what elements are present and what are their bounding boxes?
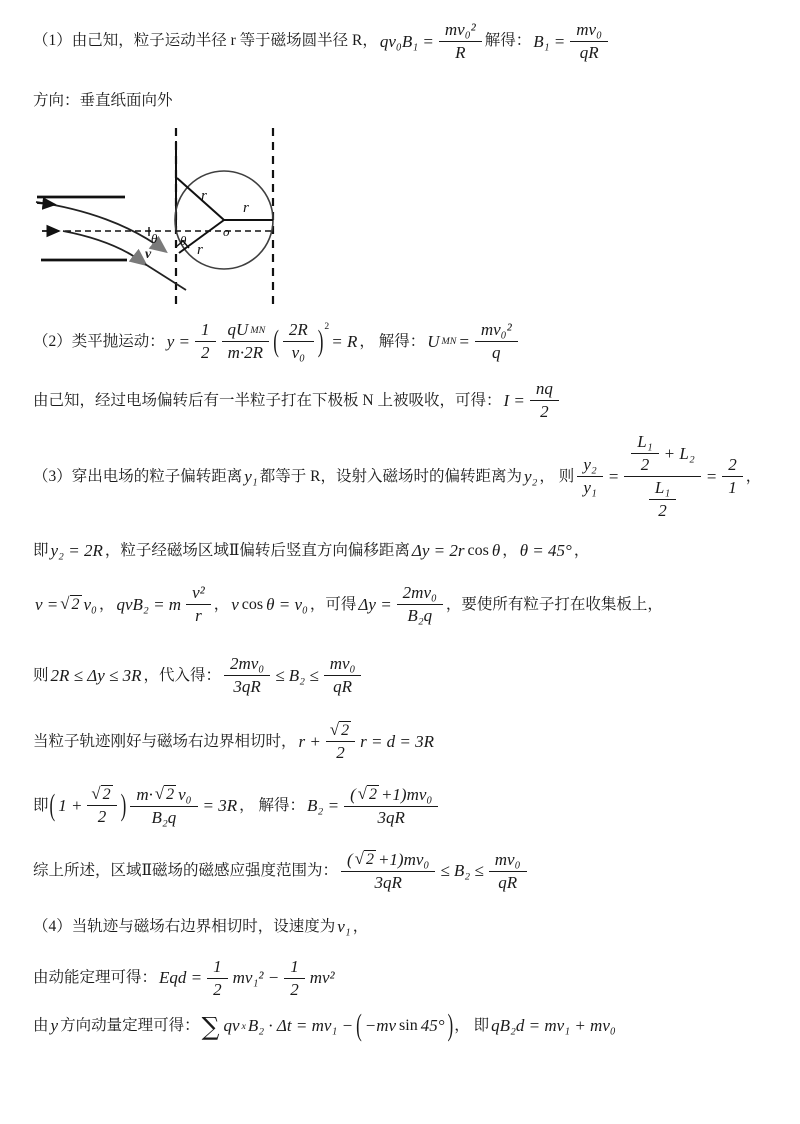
fraction — [186, 583, 211, 626]
text-segment: 由己知，经过电场偏转后有一半粒子打在下极板 N 上被吸收，可得： — [33, 391, 502, 409]
math-segment: mv² — [309, 968, 335, 988]
math-segment: y — [50, 1016, 59, 1036]
math-segment: 1 — [213, 956, 222, 976]
math-function: sin — [399, 1017, 418, 1035]
denominator — [195, 342, 216, 363]
fraction — [224, 654, 270, 697]
numerator — [397, 583, 443, 605]
trajectory-diagram — [33, 121, 774, 316]
math-segment: v₁ — [337, 916, 351, 936]
math-segment: m· — [136, 784, 153, 804]
text-segment: ， 解得： — [359, 332, 426, 350]
math-segment: L₁ — [654, 478, 671, 498]
numerator — [570, 20, 608, 42]
text-segment: ， 解得： — [239, 797, 306, 815]
math-segment: B₂q — [151, 807, 177, 827]
radius-label-upper: r — [201, 188, 207, 205]
radical-sign: √ — [154, 784, 165, 804]
math-segment: r + — [298, 731, 321, 751]
radical-sign: √ — [329, 720, 340, 740]
fraction — [324, 654, 362, 697]
upper-trajectory — [36, 202, 165, 251]
math-segment: 2 — [201, 343, 210, 363]
text-segment: 解得： — [484, 32, 532, 50]
b2-solve-line — [33, 785, 774, 828]
theta-outer-label: θ — [151, 231, 158, 247]
math-segment: +1)mv₀ — [380, 784, 433, 804]
math-segment: v₀ — [291, 343, 306, 363]
summation-symbol: ∑ — [201, 1011, 220, 1041]
math-segment: qU — [227, 320, 249, 340]
fraction — [195, 320, 216, 363]
numerator — [195, 320, 216, 342]
math-segment: y₁ — [583, 478, 597, 498]
numerator — [722, 455, 743, 477]
math-function: cos — [467, 542, 489, 560]
math-segment: B₂ · Δt = mv₁ − — [247, 1016, 354, 1036]
math-segment: I = — [503, 390, 525, 410]
text-segment: 综上所述，区域Ⅱ磁场的磁感应强度范围为： — [33, 862, 339, 880]
math-segment: Eqd = — [159, 968, 203, 988]
math-segment: y₂ = 2R — [50, 541, 103, 561]
math-subscript: MN — [250, 324, 266, 336]
fraction — [570, 20, 608, 63]
velocity-label: v — [145, 247, 152, 263]
numerator — [186, 583, 211, 605]
math-segment: nq — [535, 379, 553, 399]
big-paren: ( — [49, 788, 56, 823]
math-segment: 1 — [201, 320, 210, 340]
denominator — [530, 401, 559, 422]
math-segment: m·2R — [227, 343, 264, 363]
fraction — [326, 721, 355, 763]
math-segment: v — [231, 594, 239, 614]
fraction — [475, 320, 518, 363]
denominator — [283, 342, 314, 363]
math-segment: 1 — [728, 478, 737, 498]
math-segment: θ = 45° — [519, 541, 572, 561]
math-function: cos — [241, 595, 264, 613]
step-2-line — [33, 320, 774, 363]
math-segment: 2 — [290, 979, 299, 999]
math-segment: r — [195, 606, 202, 626]
math-segment: mv₀ — [494, 849, 521, 869]
math-segment: = — [607, 466, 620, 486]
text-segment: 方向：垂直纸面向外 — [33, 92, 173, 109]
math-segment: B₂ = — [307, 796, 340, 816]
fraction — [397, 583, 443, 626]
sqrt-expression — [155, 785, 176, 804]
math-segment: ≤ B₂ ≤ — [275, 665, 319, 685]
math-segment: mv₀² — [444, 20, 476, 39]
radius-label-right: r — [243, 200, 249, 217]
math-subscript: MN — [441, 336, 457, 348]
math-segment: θ = v₀ — [266, 594, 308, 614]
fraction — [624, 432, 700, 521]
math-segment: L₁ — [637, 432, 653, 452]
deflection-line — [33, 539, 774, 563]
denominator — [87, 806, 116, 827]
text-segment: ，粒子经磁场区域Ⅱ偏转后竖直方向偏移距离 — [104, 542, 410, 560]
math-segment: 2 — [658, 501, 667, 521]
math-segment: qv₀B₁ = — [379, 31, 434, 51]
math-segment: 2R — [288, 320, 308, 340]
numerator — [130, 785, 197, 807]
text-segment: （3）穿出电场的粒子偏转距离 — [33, 467, 243, 485]
math-segment: qR — [333, 677, 352, 697]
step-4-intro-line — [33, 915, 774, 939]
denominator — [324, 676, 362, 697]
math-segment: qB₂d = mv₁ + mv₀ — [491, 1016, 616, 1036]
denominator — [222, 342, 270, 363]
text-segment: 都等于 R，设射入磁场时的偏转距离为 — [259, 467, 522, 485]
denominator — [631, 454, 658, 475]
denominator — [475, 342, 518, 363]
math-segment: qR — [498, 872, 518, 892]
velocity-line — [33, 583, 774, 626]
denominator — [439, 42, 482, 63]
radicand: 2 — [365, 851, 374, 869]
b2-range-summary-line — [33, 850, 774, 893]
math-segment: mv₀ — [329, 654, 356, 674]
math-segment: B₂q — [407, 606, 433, 626]
math-segment: U — [427, 331, 440, 351]
math-segment: ≤ B₂ ≤ — [440, 861, 484, 881]
math-segment: = — [458, 331, 470, 351]
radical-sign: √ — [354, 849, 364, 869]
direction-line — [33, 89, 774, 113]
text-segment: ，可得 — [309, 595, 357, 613]
math-segment: −mv — [364, 1016, 397, 1036]
sqrt-expression — [330, 721, 351, 740]
fraction — [87, 785, 116, 827]
numerator — [624, 432, 700, 477]
fraction — [284, 957, 305, 1000]
text-segment: ， — [98, 595, 115, 613]
denominator — [224, 676, 270, 697]
math-segment: B₁ = — [533, 31, 566, 51]
big-paren: ) — [120, 788, 127, 823]
lower-trajectory-extension — [145, 264, 186, 290]
math-segment: y₂ — [583, 455, 597, 475]
math-segment: Δy = — [358, 594, 392, 614]
numerator — [207, 957, 228, 979]
text-segment: ， — [745, 467, 762, 485]
theta-inner-label: θ — [180, 233, 187, 249]
step-3-ratio-line — [33, 432, 774, 521]
denominator — [577, 477, 602, 498]
math-segment: Δy = 2r — [411, 541, 465, 561]
denominator — [570, 42, 608, 63]
math-subscript: x — [241, 1020, 246, 1032]
math-segment: 3qR — [233, 677, 261, 697]
math-segment: 3qR — [374, 872, 402, 892]
math-segment: y₂ — [523, 466, 538, 486]
text-segment: ，要使所有粒子打在收集板上， — [445, 595, 663, 613]
radicand: 2 — [341, 722, 350, 740]
math-segment: = — [705, 466, 718, 486]
fraction — [577, 455, 602, 498]
numerator — [439, 20, 482, 42]
math-segment: 2mv₀ — [402, 583, 437, 603]
numerator — [489, 850, 527, 872]
denominator — [341, 872, 435, 893]
numerator — [341, 850, 435, 872]
text-segment: ， 则 — [539, 467, 575, 485]
text-segment: ， — [573, 542, 590, 560]
numerator — [649, 478, 676, 500]
math-segment: 1 — [290, 956, 299, 976]
momentum-theorem-line — [33, 1008, 774, 1043]
radicand: 2 — [71, 596, 80, 614]
text-segment: 由 — [33, 1017, 49, 1035]
radical-sign: √ — [91, 784, 101, 804]
math-segment: qv — [223, 1016, 240, 1036]
math-segment: 2 — [97, 806, 107, 826]
math-segment: ( — [350, 784, 356, 804]
text-segment: ， 即 — [454, 1017, 490, 1035]
diagram-svg — [25, 121, 315, 316]
denominator — [722, 477, 743, 498]
sqrt-expression — [358, 785, 379, 804]
big-paren: ) — [317, 323, 324, 358]
math-segment: v² — [192, 583, 205, 603]
math-segment: v₀ — [178, 784, 192, 804]
numerator — [283, 320, 314, 342]
denominator — [326, 742, 355, 763]
text-segment: （2）类平抛运动： — [33, 332, 165, 350]
numerator — [344, 785, 438, 807]
math-segment: 3qR — [377, 807, 405, 827]
math-segment: 1 + — [58, 796, 83, 816]
fraction — [649, 478, 676, 521]
numerator — [87, 785, 116, 806]
math-segment: q — [492, 343, 501, 363]
numerator — [577, 455, 602, 477]
math-segment: +1)mv₀ — [377, 849, 430, 869]
text-segment: 即 — [33, 797, 49, 815]
numerator — [530, 379, 559, 401]
math-segment: ( — [347, 849, 353, 869]
math-superscript: 2 — [324, 321, 330, 333]
upper-trajectory-arrow — [37, 203, 55, 205]
math-segment: 2mv₀ — [229, 654, 265, 674]
fraction — [489, 850, 527, 893]
fraction — [130, 785, 197, 828]
big-paren: ( — [273, 323, 279, 358]
step-1-line — [33, 20, 774, 63]
text-segment: ， — [502, 542, 518, 560]
fraction — [341, 850, 435, 893]
text-segment: 则 — [33, 666, 49, 684]
numerator — [631, 432, 658, 454]
math-segment: 45° — [420, 1016, 445, 1036]
numerator — [324, 654, 362, 676]
math-segment: v = — [35, 594, 59, 614]
math-segment: = R — [331, 331, 358, 351]
numerator — [284, 957, 305, 979]
math-segment: mv₁² − — [232, 968, 280, 988]
math-segment: qR — [579, 43, 599, 62]
math-segment: y₁ — [244, 466, 258, 486]
big-paren: ( — [356, 1008, 362, 1043]
big-paren: ) — [447, 1008, 454, 1043]
math-segment: R — [455, 43, 466, 62]
fraction — [439, 20, 482, 63]
fraction — [530, 379, 559, 422]
numerator — [224, 654, 270, 676]
sqrt-expression — [91, 785, 112, 804]
math-segment: 2 — [540, 402, 549, 422]
denominator — [344, 807, 438, 828]
fraction — [631, 432, 658, 475]
denominator — [130, 807, 197, 828]
math-segment: + L₂ — [663, 443, 695, 463]
radicand: 2 — [166, 786, 175, 804]
math-segment: mv₀² — [480, 320, 512, 340]
radicand: 2 — [368, 786, 377, 804]
math-segment: θ — [491, 541, 501, 561]
fraction — [344, 785, 438, 828]
math-segment: qvB₂ = m — [116, 594, 182, 614]
denominator — [207, 979, 228, 1000]
current-line — [33, 379, 774, 422]
text-segment: ， — [352, 917, 369, 935]
math-segment: 2 — [336, 742, 345, 762]
fraction — [283, 320, 314, 363]
math-segment: r = d = 3R — [360, 731, 435, 751]
text-segment: 当粒子轨迹刚好与磁场右边界相切时， — [33, 732, 297, 750]
range-substitution-line — [33, 654, 774, 697]
math-segment: 2 — [213, 979, 222, 999]
numerator — [475, 320, 518, 342]
text-segment: （4）当轨迹与磁场右边界相切时，设速度为 — [33, 917, 336, 935]
fraction — [222, 320, 270, 363]
tangent-condition-line — [33, 721, 774, 763]
fraction — [722, 455, 743, 498]
math-segment: mv₀ — [576, 20, 602, 39]
numerator — [326, 721, 355, 742]
text-segment: 方向动量定理可得： — [60, 1017, 200, 1035]
denominator — [624, 477, 700, 521]
sqrt-expression — [355, 850, 376, 869]
math-segment: v₀ — [83, 594, 97, 614]
radical-sign: √ — [357, 784, 367, 804]
radical-sign: √ — [60, 594, 70, 614]
math-segment: 2 — [640, 455, 650, 475]
center-label: o — [223, 224, 230, 240]
text-segment: ， — [213, 595, 230, 613]
energy-theorem-line — [33, 957, 774, 1000]
numerator — [222, 320, 270, 342]
math-segment: = 3R — [202, 796, 238, 816]
fraction — [207, 957, 228, 1000]
text-segment: 由动能定理可得： — [33, 969, 158, 987]
text-segment: ，代入得： — [143, 666, 221, 684]
radius-label-lower: r — [197, 242, 203, 259]
radicand: 2 — [102, 786, 111, 804]
math-segment: 2R ≤ Δy ≤ 3R — [50, 665, 142, 685]
denominator — [489, 872, 527, 893]
denominator — [186, 605, 211, 626]
text-segment: （1）由己知，粒子运动半径 r 等于磁场圆半径 R， — [33, 32, 378, 50]
math-segment: y = — [166, 331, 191, 351]
text-segment: 即 — [33, 542, 49, 560]
denominator — [284, 979, 305, 1000]
sqrt-expression — [60, 595, 81, 614]
denominator — [649, 500, 676, 521]
denominator — [397, 605, 443, 626]
math-segment: 2 — [728, 455, 737, 475]
